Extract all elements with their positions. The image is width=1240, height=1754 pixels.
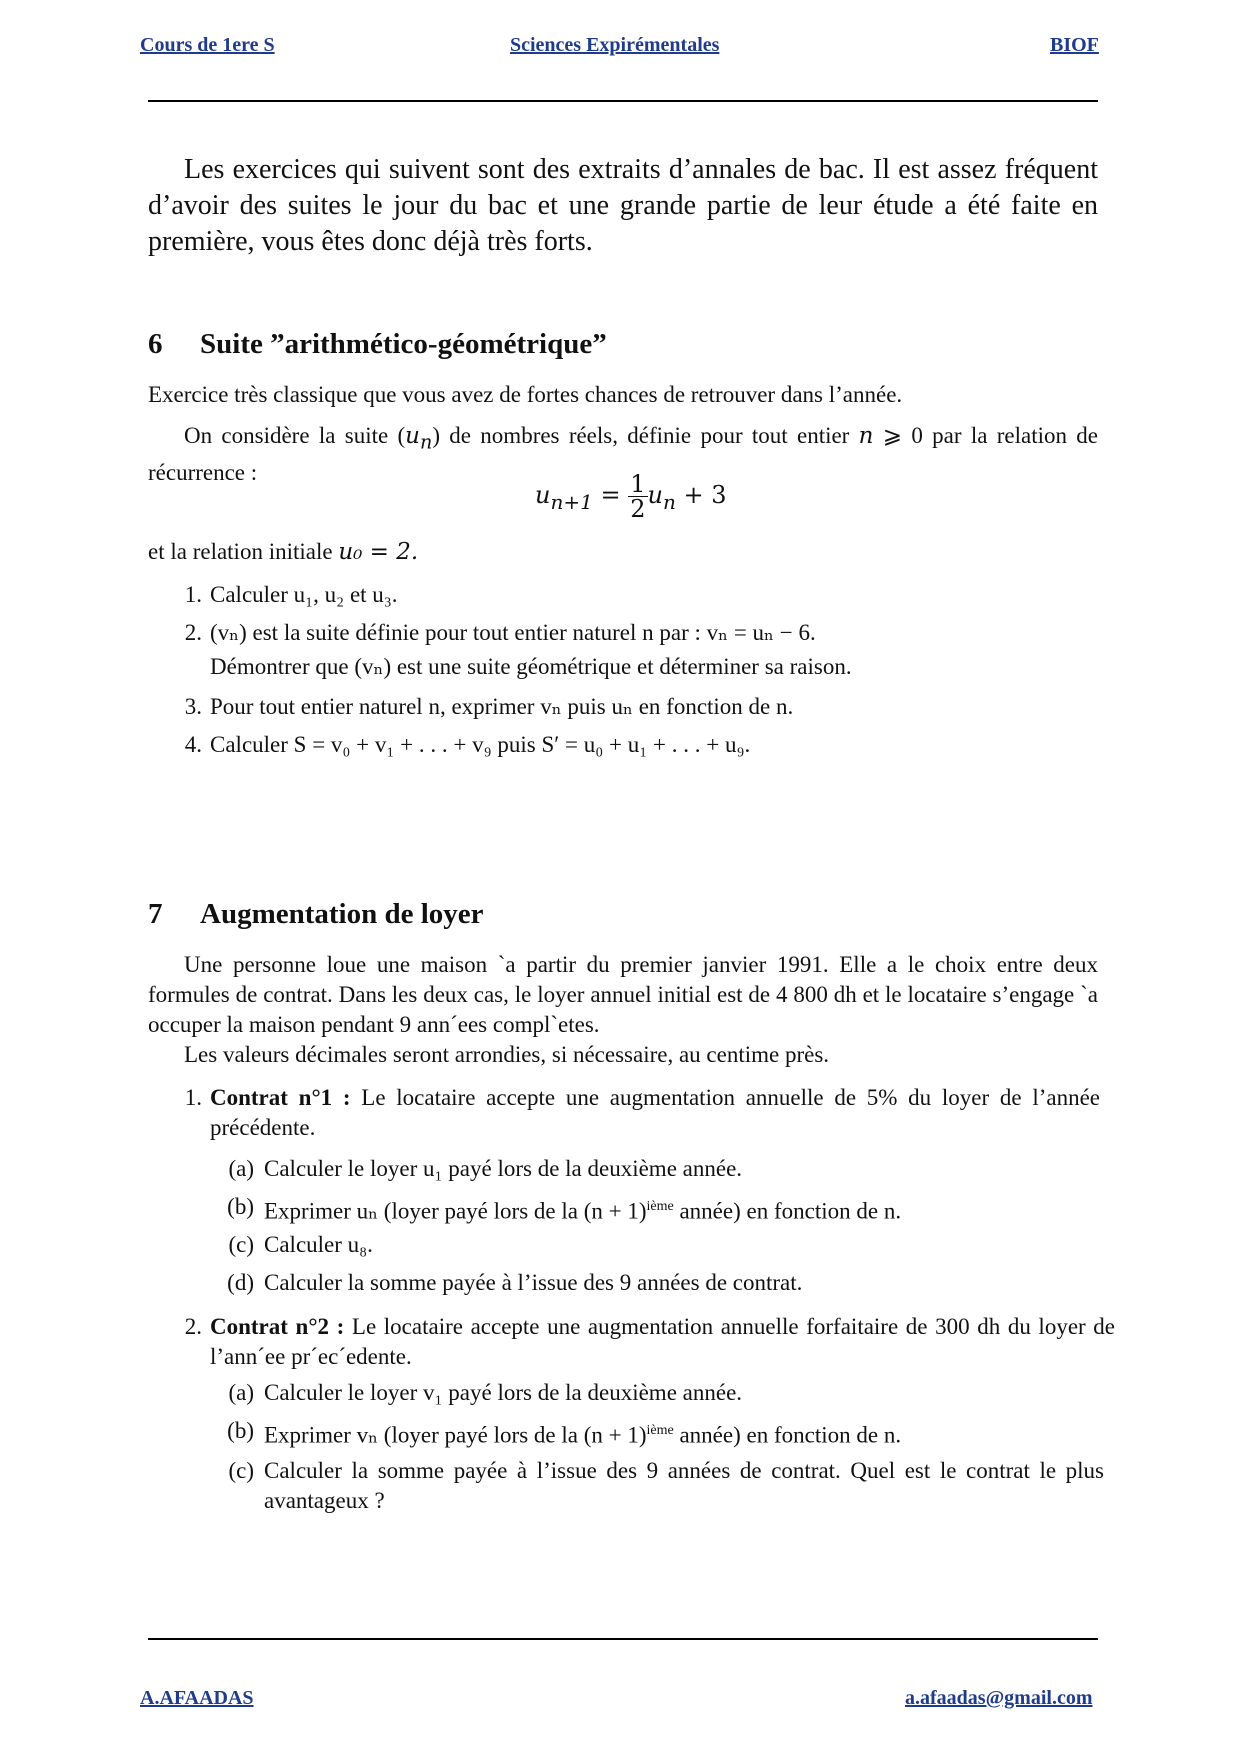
sub-label: (b) bbox=[227, 1418, 254, 1443]
formula-eq: = bbox=[592, 481, 629, 509]
section-6-number: 6 bbox=[148, 328, 163, 360]
sub-label: (c) bbox=[228, 1458, 254, 1483]
section-6-title: Suite ”arithmético-géométrique” bbox=[200, 328, 607, 360]
section-7-intro: Une personne loue une maison `a partir du premier janvier 1991. Elle a le choix entre deux formules de contrat. Dans les deux cas, le loyer annuel initial est de 4 800 dh et le locataire s’engage `a occuper la maison pendant 9 ann´ees compl`etes. bbox=[148, 952, 1098, 1037]
ordinal-suffix: ième bbox=[646, 1423, 674, 1438]
initial-condition-text: et la relation initiale bbox=[148, 539, 339, 564]
contract-1-label: Contrat n°1 : bbox=[210, 1085, 351, 1110]
sub-text: Calculer la somme payée à l’issue des 9 années de contrat. bbox=[264, 1270, 803, 1295]
contract-2-label: Contrat n°2 : bbox=[210, 1314, 345, 1339]
contract-1-text bbox=[210, 1083, 1100, 1143]
header-subject[interactable]: Sciences Expirémentales bbox=[510, 34, 720, 56]
formula-rhs-sub: n bbox=[662, 489, 676, 514]
fraction-numerator: 1 bbox=[630, 470, 646, 498]
contract-number: 1. bbox=[184, 1085, 202, 1110]
sub-text-b: année) en fonction de n. bbox=[673, 1198, 902, 1224]
sub-text bbox=[264, 1192, 1114, 1227]
section-7-rounding-note: Les valeurs décimales seront arrondies, si nécessaire, au centime près. bbox=[184, 1042, 830, 1067]
sub-label: (b) bbox=[227, 1194, 254, 1219]
item-number: 4. bbox=[184, 732, 202, 757]
formula-tail: + 3 bbox=[675, 481, 727, 509]
sub-text-a: Exprimer uₙ (loyer payé lors de la (n + 1) bbox=[264, 1198, 647, 1224]
item-text-continuation: Démontrer que (vₙ) est une suite géométrique et déterminer sa raison. bbox=[210, 654, 852, 679]
footer-author[interactable]: A.AFAADAS bbox=[140, 1687, 254, 1709]
recurrence-formula bbox=[535, 472, 727, 521]
item-text: (vₙ) est la suite définie pour tout entier naturel n par : vₙ = uₙ − 6. bbox=[210, 620, 816, 645]
sub-text: Calculer le loyer v₁ payé lors de la deuxième année. bbox=[264, 1380, 743, 1405]
header-rule bbox=[148, 100, 1098, 102]
sub-text-a: Exprimer vₙ (loyer payé lors de la (n + 1) bbox=[264, 1422, 647, 1448]
sub-label: (c) bbox=[228, 1232, 254, 1257]
header-track[interactable]: BIOF bbox=[1050, 34, 1099, 56]
contract-1-description: Le locataire accepte une augmentation annuelle de 5% du loyer de l’année précédente. bbox=[210, 1085, 1100, 1140]
item-number: 3. bbox=[184, 694, 202, 719]
sub-label: (a) bbox=[228, 1380, 254, 1405]
formula-rhs: u bbox=[647, 481, 663, 509]
section-7-number: 7 bbox=[148, 898, 163, 930]
contract-number: 2. bbox=[184, 1314, 202, 1339]
item-text: Calculer S = v₀ + v₁ + . . . + v₉ puis S′ = u₀ + u₁ + . . . + u₉. bbox=[210, 732, 751, 757]
fraction-denominator: 2 bbox=[630, 495, 646, 523]
formula-fraction bbox=[628, 472, 647, 521]
definition-text-c: ⩾ 0 par la relation de récurrence : bbox=[148, 423, 1098, 485]
n-symbol: n bbox=[858, 423, 874, 449]
item-number: 1. bbox=[184, 582, 202, 607]
ordinal-suffix: ième bbox=[646, 1199, 674, 1214]
contract-2-text bbox=[210, 1312, 1115, 1372]
footer-rule bbox=[148, 1638, 1098, 1640]
u-n-symbol: $u_n$ bbox=[405, 423, 433, 454]
intro-paragraph: Les exercices qui suivent sont des extraits d’annales de bac. Il est assez fréquent d’avoir des suites le jour du bac et une grande partie de leur étude a été faite en première, vous êtes donc déjà très forts. bbox=[148, 154, 1098, 257]
item-number: 2. bbox=[184, 620, 202, 645]
sub-label: (d) bbox=[227, 1270, 254, 1295]
footer-email[interactable]: a.afaadas@gmail.com bbox=[905, 1687, 1093, 1709]
initial-condition bbox=[148, 537, 1098, 567]
initial-condition-math: u₀ = 2. bbox=[338, 539, 419, 565]
sub-text-b: année) en fonction de n. bbox=[673, 1422, 902, 1448]
formula-lhs: u bbox=[535, 481, 551, 509]
sub-text: Calculer u₈. bbox=[264, 1232, 373, 1257]
sub-text: Calculer la somme payée à l’issue des 9 années de contrat. Quel est le contrat le plus avantageux ? bbox=[264, 1458, 1104, 1513]
sub-text bbox=[264, 1416, 1114, 1451]
contract-2-description: Le locataire accepte une augmentation annuelle forfaitaire de 300 dh du loyer de l’ann´ee pr´ec´edente. bbox=[210, 1314, 1116, 1369]
formula-lhs-sub: n+1 bbox=[550, 489, 593, 514]
item-text: Pour tout entier naturel n, exprimer vₙ puis uₙ en fonction de n. bbox=[210, 694, 794, 719]
section-7-title: Augmentation de loyer bbox=[200, 898, 484, 930]
header-course[interactable]: Cours de 1ere S bbox=[140, 34, 275, 56]
definition-text-b: ) de nombres réels, définie pour tout entier bbox=[432, 423, 859, 448]
section-6-lead: Exercice très classique que vous avez de fortes chances de retrouver dans l’année. bbox=[148, 382, 903, 407]
sub-label: (a) bbox=[228, 1156, 254, 1181]
definition-text-a: On considère la suite ( bbox=[184, 423, 406, 448]
item-text: Calculer u₁, u₂ et u₃. bbox=[210, 582, 398, 607]
sub-text: Calculer le loyer u₁ payé lors de la deuxième année. bbox=[264, 1156, 743, 1181]
